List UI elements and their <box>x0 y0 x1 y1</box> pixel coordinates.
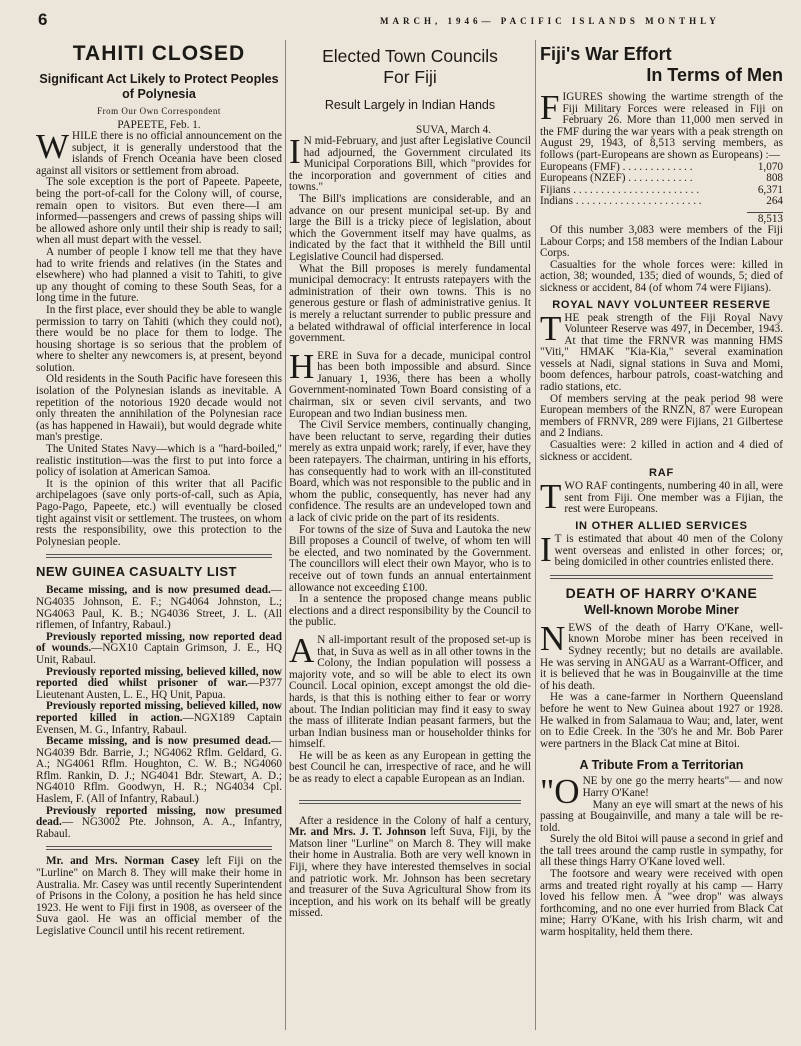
byline: From Our Own Correspondent <box>97 106 221 116</box>
column-rule <box>535 40 536 1030</box>
dateline: SUVA, March 4. <box>416 124 491 136</box>
article-elected-councils <box>289 46 531 786</box>
paragraph <box>540 308 783 394</box>
headline: A Tribute From a Territorian <box>579 758 744 773</box>
casualty-entry <box>36 585 282 631</box>
drop-cap: T <box>540 477 562 517</box>
strength-label: Fijians . . . . . . . . . . . . . . . . . . . . . . . <box>540 184 700 196</box>
drop-cap: F <box>540 88 560 127</box>
drop-cap: T <box>540 308 562 348</box>
article-okane <box>540 585 783 751</box>
divider <box>46 846 272 850</box>
article-tribute <box>540 758 783 938</box>
drop-cap: W <box>36 127 70 166</box>
paragraph-text: ERE in Suva for a decade, municipal control has been both impossible and absurd. Since January 1, 1936, there has been a wholly Government-nominated Town Board consisting of a chairman, six or seven civil servants, and two European and two Indian business men. <box>289 349 531 420</box>
casualty-entry <box>36 632 282 667</box>
paragraph: The United States Navy—which is a "hard-boiled," realistic institution—was the first to put into force a policy of isolation at American Samoa. <box>36 443 282 479</box>
paragraph: Old residents in the South Pacific have foreseen this isolation of the Polynesian islands as inevitable. A repetition of the notorious 1920 decade would not only threaten the annihilation of the Polynesian race (as has happened in Hawaii), but would degrade white man's prestige. <box>36 373 282 444</box>
divider <box>299 800 521 804</box>
divider <box>46 554 272 558</box>
headline-line-2: In Terms of Men <box>646 65 783 85</box>
paragraph <box>289 630 531 751</box>
article-tahiti <box>36 42 282 548</box>
casualty-entry <box>36 667 282 702</box>
strength-row <box>540 185 783 197</box>
paragraph <box>540 772 783 812</box>
strength-table <box>540 162 783 208</box>
paragraph: The footsore and weary were received with open arms and treated right royally at his camp — Harry loved his fellow men. A "wee drop" was always forthcoming, and no one ever hurried from Black Cat mine; Harry O'Kane, with his Irish charm, wit and warm hospitality, held them there. <box>540 868 783 939</box>
drop-cap: I <box>540 530 552 569</box>
paragraph <box>289 132 531 194</box>
paragraph: Surely the old Bitoi will pause a second in grief and the tall trees around the camp rustle in sympathy, for all these things Harry O'Kane loved well. <box>540 833 783 869</box>
headline: DEATH OF HARRY O'KANE <box>565 584 758 601</box>
casualty-status: Previously reported missing, believed killed, now reported killed in action. <box>36 700 282 724</box>
personal-note-johnson <box>289 816 531 920</box>
casualty-status: Previously reported missing, now reported dead of wounds. <box>36 630 282 655</box>
paragraph: In the first place, ever should they be able to wangle permission to tarry on Tahiti (which they could not), there would be no place for them to lodge. The housing shortage is so serious that the problem of where to shelter any newcomers is, at present, beyond solution. <box>36 303 282 374</box>
strength-value: 1,070 <box>757 160 783 173</box>
drop-cap: I <box>289 132 301 171</box>
drop-cap: A <box>289 630 315 670</box>
divider <box>550 575 773 579</box>
dateline: PAPEETE, Feb. 1. <box>117 119 201 131</box>
paragraph: Of this number 3,083 were members of the Fiji Labour Corps; and 158 members of the Indian Labour Corps. <box>540 223 783 260</box>
headline <box>289 46 531 88</box>
section-heading: IN OTHER ALLIED SERVICES <box>575 520 748 532</box>
column-1 <box>36 38 282 938</box>
strength-total: 8,513 <box>747 212 783 225</box>
paragraph: He will be as keen as any European in getting the best Council he can, irrespective of race, and he will be as ready to elect a capable European as an Indian. <box>289 749 531 786</box>
paragraph: He was a cane-farmer in Northern Queensland before he went to New Guinea about 1927 or 1928. He walked in from Salamaua to Wau; and, later, went on to Edie Creek. In the '30's he and Mr. Bob Parer were partners in the Black Cat mine at Bitoi. <box>540 691 783 750</box>
paragraph: For towns of the size of Suva and Lautoka the new Bill proposes a Council of twelve, of whom ten will be elected, and two nominated by the Government. The councillors will elect their own Mayor, who is to receive out of town funds an annual entertainment allowance not exceeding £100. <box>289 523 531 594</box>
subheadline: Well-known Morobe Miner <box>584 602 739 617</box>
paragraph: What the Bill proposes is merely fundamental municipal democracy: It entrusts ratepayers with the administration of their own towns. This is no generous gesture or flash of administrative genius. It is merely a reluctant surrender to public pressure and a belated withdrawal of official interference in local government. <box>289 262 531 345</box>
paragraph-text: HE peak strength of the Fiji Royal Navy Volunteer Reserve was 497, in December, 1943. At that time the FRNVR was manning HMS "Viti," HMAK "Kia-Kia," several examination vessels at Nadi, signal stations in Suva and Momi, boom defences, harbour patrols, coast-watching and radio stations, etc. <box>540 311 783 394</box>
note-text: After a residence in the Colony of half a century, <box>299 814 531 827</box>
column-2 <box>289 38 531 920</box>
drop-cap: N <box>540 618 566 658</box>
section-heading: RAF <box>648 467 674 480</box>
paragraph <box>289 346 531 421</box>
paragraph-text: HILE there is no official announcement on the subject, it is generally understood that the islands of French Oceania have been closed against all visitors or settlement from abroad. <box>36 130 282 177</box>
strength-value: 264 <box>766 195 783 208</box>
subheadline: Result Largely in Indian Hands <box>324 98 496 112</box>
paragraph-text: IGURES showing the wartime strength of the Fiji Military Forces were released in Fiji on February 26. More than 11,000 men served in the FMF during the war years with a peak strength on August 29, 1943, of 8,513 serving members, as follows (part-Europeans are shown as Europeans) :— <box>540 91 783 161</box>
casualty-entry <box>36 736 282 806</box>
casualty-names: —NGX10 Captain Grimson, J. E., HQ Unit, Rabaul. <box>36 642 282 666</box>
strength-value: 808 <box>766 172 783 185</box>
strength-label: Europeans (NZEF) . . . . . . . . . . . . <box>540 173 693 185</box>
page-number: 6 <box>38 10 48 29</box>
paragraph-text: N mid-February, and just after Legislative Council had adjourned, the Government circulated its Municipal Corporations Bill, which "provides for the incorporation and government of cities and towns." <box>289 135 531 194</box>
casualty-status: Became missing, and is now presumed dead. <box>46 584 271 597</box>
article-fiji-war-effort <box>540 44 783 569</box>
strength-value: 6,371 <box>757 183 783 196</box>
personal-note-casey <box>36 856 282 937</box>
subheadline: Significant Act Likely to Protect Peoples of Polynesia <box>39 72 279 101</box>
paragraph-text: EWS of the death of Harry O'Kane, well-known Morobe miner has been received in Sydney recently; but no details are available. He was serving in ANGAU as a Warrant-Officer, and it is believed that he was in Bougainville at the time of his death. <box>540 621 783 692</box>
paragraph <box>540 618 783 693</box>
headline: TAHITI CLOSED <box>72 42 246 65</box>
column-3 <box>540 38 783 939</box>
headline-line: For Fiji <box>383 67 437 87</box>
strength-label: Indians . . . . . . . . . . . . . . . . . . . . . . . <box>540 196 702 208</box>
casualty-names: —P377 Lieutenant Austen, L. E., HQ Unit, Papua. <box>36 677 282 701</box>
strength-row <box>540 173 783 185</box>
casualty-names: —NGX189 Captain Evensen, M. G., Infantry, Rabaul. <box>36 711 282 736</box>
casualty-status: Became missing, and is now presumed dead. <box>46 735 271 748</box>
headline: NEW GUINEA CASUALTY LIST <box>36 564 237 580</box>
note-text: left Suva, Fiji, by the Matson liner "Lurline" on March 8. They will make their home in Australia. Both are very well known in Fiji, where they have interested themselves in social and patriotic work. Mr. Johnson has been secretary and treasurer of the Suva Agricultural Show from its inception, and his work on its behalf will be greatly missed. <box>289 826 531 920</box>
paragraph <box>36 127 282 177</box>
casualty-names: —NG4035 Johnson, E. F.; NG4064 Johnston, L.; NG4063 Paul, K. B.; NG4036 Street, J. L. (All riflemen, of Infantry, Rabaul.) <box>36 584 282 632</box>
paragraph-text: WO RAF contingents, numbering 40 in all, were sent from Fiji. One member was a Fijian, the rest were Europeans. <box>564 480 783 516</box>
note-names: Mr. and Mrs. Norman Casey <box>46 855 200 868</box>
casualty-status: Previously reported missing, believed killed, now reported died whilst prisoner of war. <box>36 665 282 690</box>
paragraph: The sole exception is the port of Papeete. Papeete, being the port-of-call for the Colony will, of course, remain open to visitors. But even there—I am informed—passengers and crews of passing ships will be allowed ashore only until their ship is ready to sail; when all must depart with the vessel. <box>36 176 282 247</box>
paragraph: The Civil Service members, continually changing, have been reluctant to serve, regarding their duties merely as extra unpaid work; rarely, if ever, have they been ratepayers. The chairman, untiring in his efforts, has consequently had to work with an ill-constituted Board, which was not responsible to the public and in whom the public, consequently, has never had any confidence. The results are an undeveloped town and a lack of civic pride on the part of its residents. <box>289 419 531 524</box>
paragraph-text: N all-important result of the proposed set-up is that, in Suva as well as in all other towns in the Colony, the Indian population will possess a majority vote, and so will be able to elect its own Council. Local opinion, except amongst the old die-hards, is that this is nothing either to fear or worry about. The Indian politician may find it easy to sway the mass of illiterate Indian peasant farmers, but the urban Indian business man or householder thinks for himself. <box>289 633 531 751</box>
casualty-status: Previously reported missing, now presumed dead. <box>36 804 282 829</box>
strength-row <box>540 196 783 208</box>
paragraph: A number of people I know tell me that they have had to write friends and relatives (in the States and elsewhere) who had planned a visit to Tahiti, to give up any thought of coming to these South Seas, for a long time in the future. <box>36 245 282 305</box>
running-head: MARCH, 1946— PACIFIC ISLANDS MONTHLY <box>380 16 720 26</box>
paragraph: The Bill's implications are considerable, and an advance on our present municipal set-up. By and large the Bill is a tricky piece of legislation, about which the Government itself may have qualms, as indicated by the fact that it withheld the Bill until Legislative Council had dispersed. <box>289 192 531 263</box>
paragraph-text: T is estimated that about 40 men of the Colony went overseas and enlisted in other forces; or, being domiciled in other countries enlisted there. <box>554 533 783 569</box>
paragraph: Of members serving at the peak period 98 were European members of the RNZN, 87 were European members of FRNVR, 289 were Fijians, 21 Gilbertese and 2 Indians. <box>540 392 783 440</box>
drop-cap: H <box>289 346 315 386</box>
paragraph: Casualties for the whole forces were: killed in action, 38; wounded, 135; died of wounds, 5; died of sickness or accident, 84 (of whom 74 were Fijians). <box>540 258 783 294</box>
column-rule <box>285 40 286 1030</box>
strength-label: Europeans (FMF) . . . . . . . . . . . . . <box>540 161 693 173</box>
article-new-guinea <box>36 564 282 840</box>
paragraph <box>540 477 783 517</box>
paragraph <box>540 530 783 569</box>
casualty-entry <box>36 806 282 841</box>
headline-line-1: Fiji's War Effort <box>540 44 672 64</box>
section-heading: ROYAL NAVY VOLUNTEER RESERVE <box>552 298 771 311</box>
casualty-names: — NG3002 Pte. Johnson, A. A., Infantry, Rabaul. <box>36 816 282 840</box>
paragraph-text: NE by one go the merry hearts"— and now Harry O'Kane! <box>582 775 783 799</box>
headline-line: Elected Town Councils <box>322 46 498 66</box>
paragraph: It is the opinion of this writer that all Pacific archipelagoes (save only ports-of-call, such as Apia, Pago-Pago, Papeete, etc.) will eventually be closed tight against visit or settlement. The trustees, on whom rests the responsibility, owe this protection to the Polynesian people. <box>36 477 282 548</box>
casualty-entry <box>36 701 282 736</box>
note-text: left Fiji on the "Lurline" on March 8. They will make their home in Australia. Mr. Casey was until recently Superintendent of Prisons in the Colony, a position he has held since 1923. He went to Fiji first in 1908, as overseer of the Suva gaol. He was an official member of the Legislative Council until his recent retirement. <box>36 855 282 937</box>
paragraph: Casualties were: 2 killed in action and 4 died of sickness or accident. <box>540 439 783 463</box>
casualty-names: —NG4039 Bdr. Barrie, J.; NG4062 Rflm. Geldard, G. A.; NG4061 Rflm. Houghton, C. W. B.; NG4060 Rflm. Rankin, D. J.; NG4041 Bdr. Stewart, A. D.; NG4010 Rflm. Goodwyn, H. R.; NG4034 Cpl. Haslem, F. (All of Infantry, Rabaul.) <box>36 735 282 806</box>
paragraph: In a sentence the proposed change means public elections and a direct responsibility by the Council to the public. <box>289 593 531 629</box>
strength-row <box>540 162 783 174</box>
paragraph: Many an eye will smart at the news of his passing at Bougainville, and many a tale will be re-told. <box>540 798 783 834</box>
note-names: Mr. and Mrs. J. T. Johnson <box>289 826 427 839</box>
drop-cap: "O <box>540 772 580 812</box>
paragraph <box>540 88 783 162</box>
